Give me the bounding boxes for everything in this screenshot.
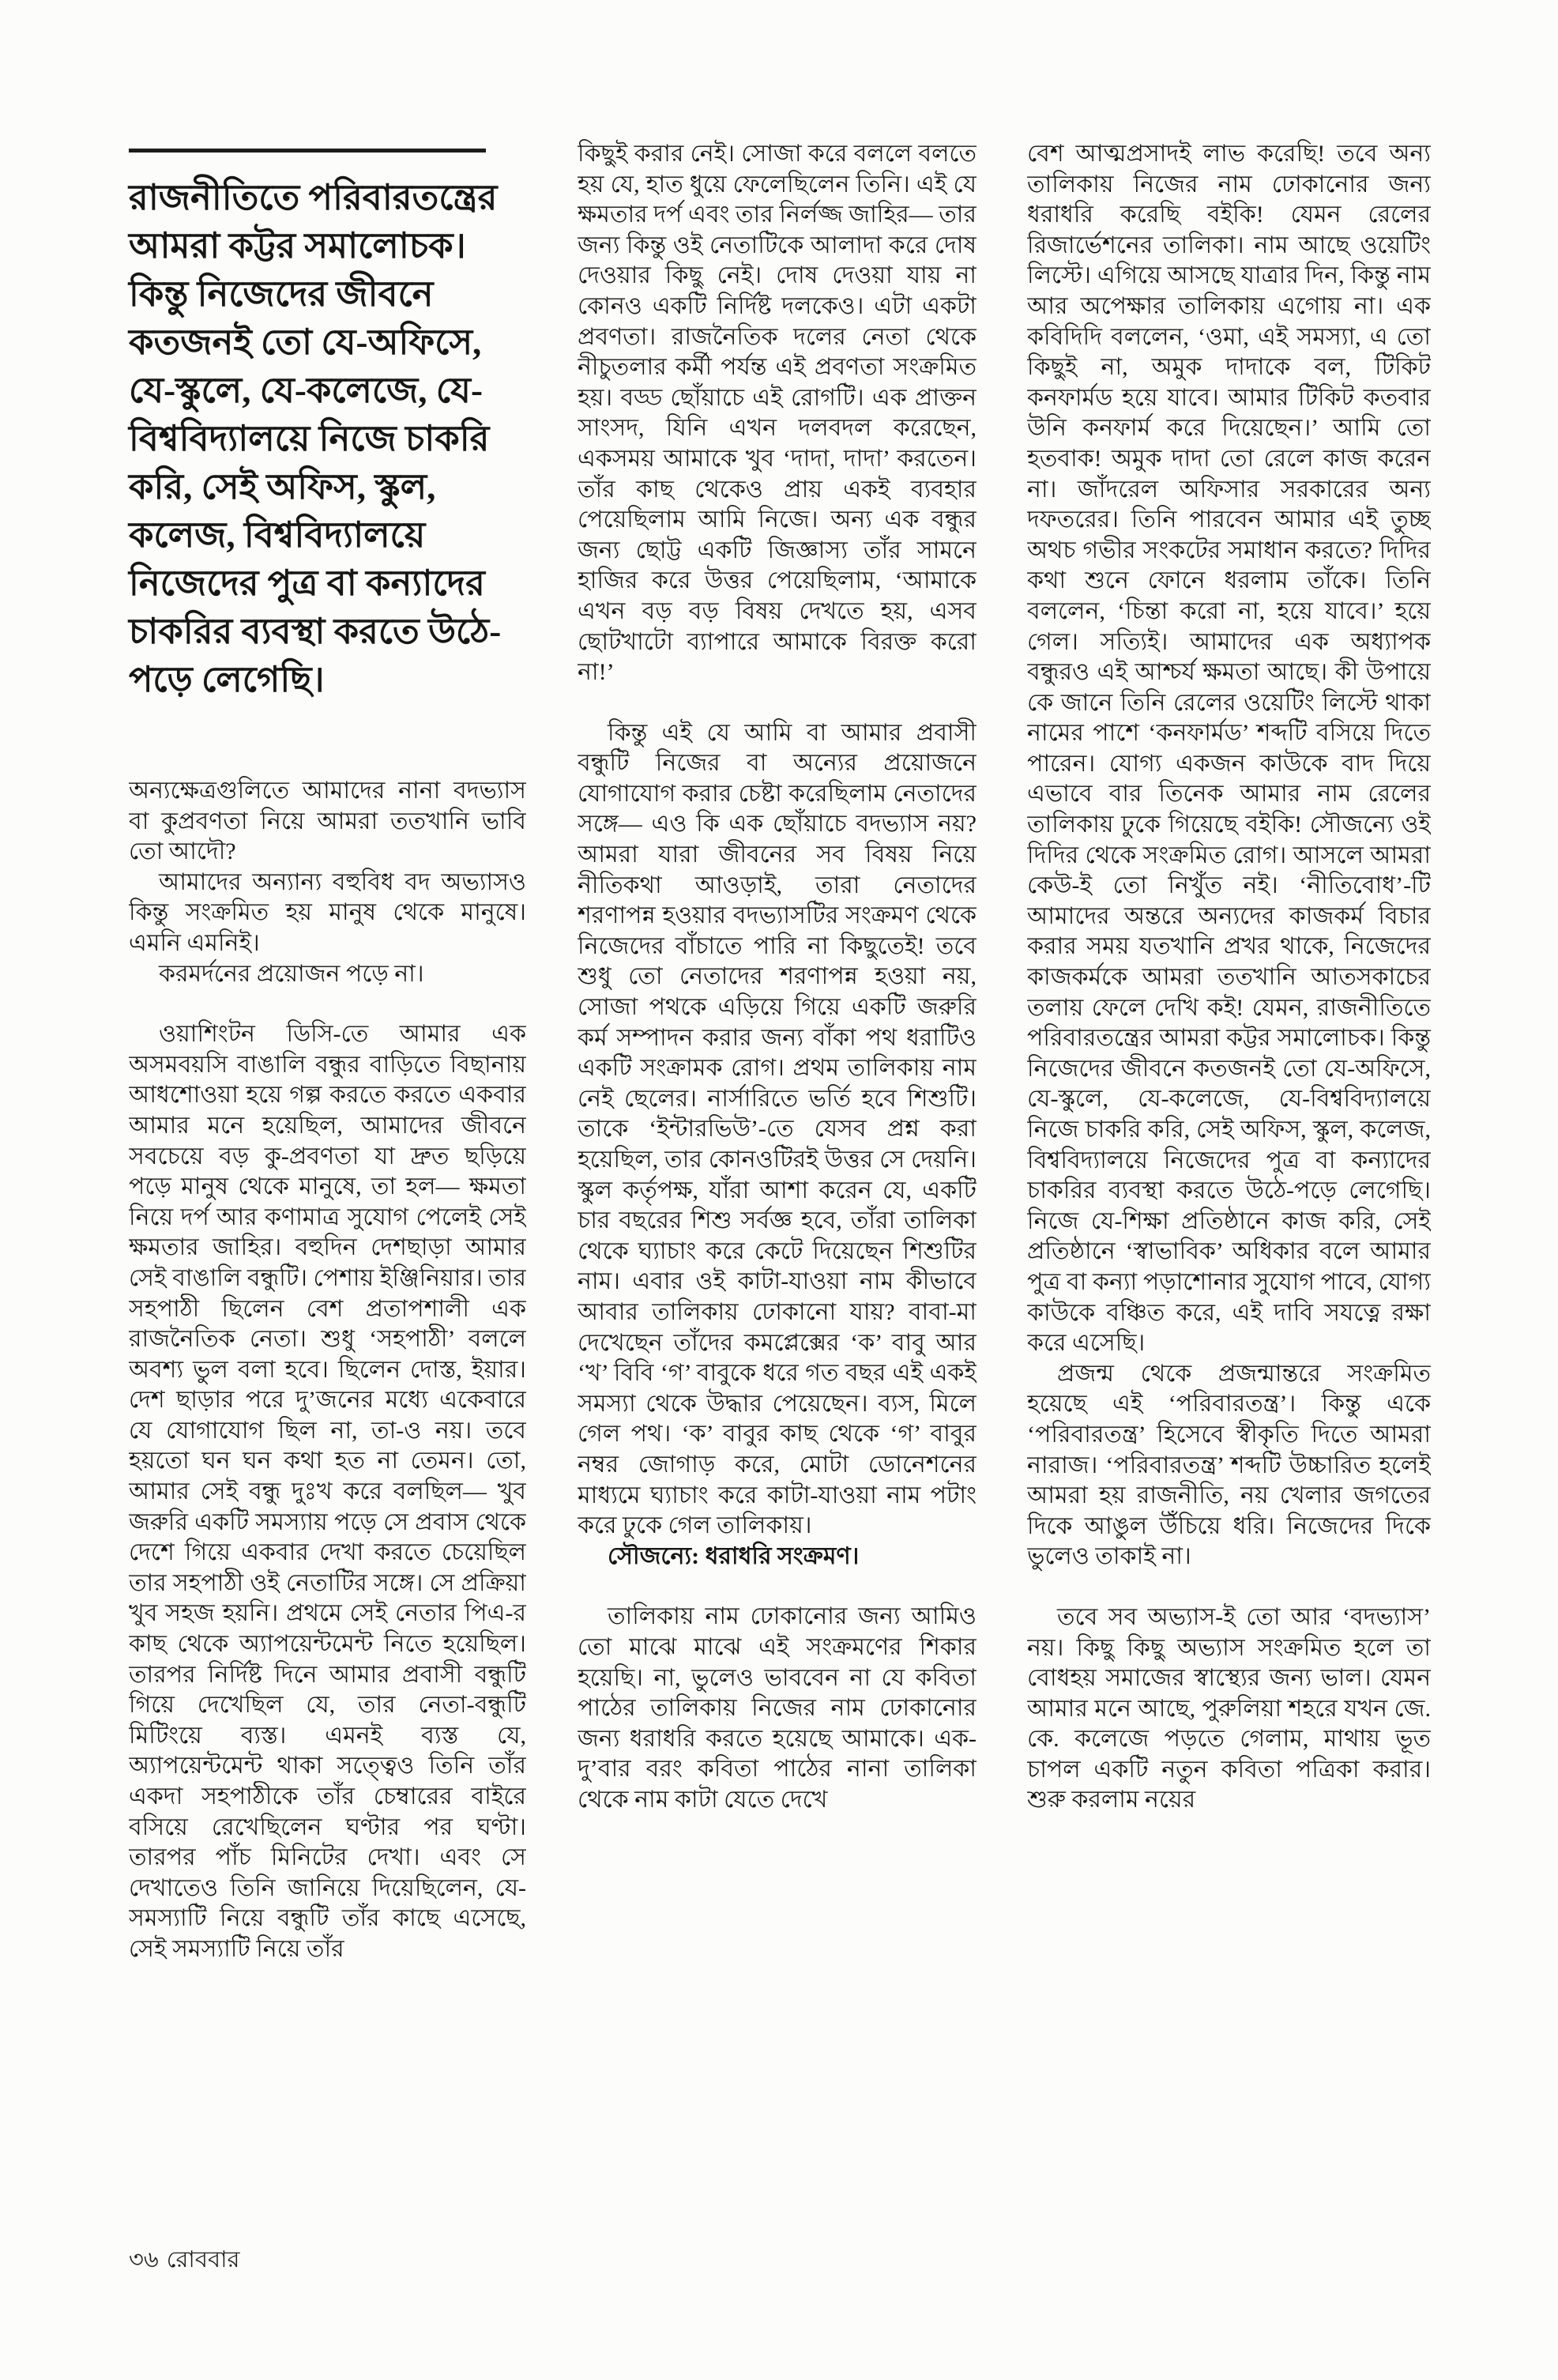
pull-quote-top-rule [129,149,486,153]
article-paragraph: করমর্দনের প্রয়োজন পড়ে না। [159,960,424,987]
article-paragraph: বেশ আত্মপ্রসাদই লাভ করেছি! তবে অন্য তালিকায় নিজের নাম ঢোকানোর জন্য ধরাধরি করেছি বইকি! যেমন রেলের রিজার্ভেশনের তালিকা। নাম আছে ওয়েটিং লিস্টে। এগিয়ে আসছে যাত্রার দিন, কিন্তু নাম আর অপেক্ষার তালিকায় এগোয় না। এক কবিদিদি বললেন, ‘ওমা, এই সমস্যা, এ তো কিছুই না, অমুক দাদাকে বল, টিকিট কনফার্মড হয়ে যাবে। আমার টিকিট কতবার উনি কনফার্ম করে দিয়েছেন।’ আমি তো হতবাক! অমুক দাদা তো রেলে কাজ করেন না। জাঁদরেল অফিসার সরকারের অন্য দফতরের। তিনি পারবেন আমার এই তুচ্ছ অথচ গভীর সংকটের সমাধান করতে? দিদির কথা শুনে ফোনে ধরলাম তাঁকে। তিনি বললেন, ‘চিন্তা করো না, হয়ে যাবে।’ হয়ে গেল। সত্যিই। আমাদের এক অধ্যাপক বন্ধুরও এই আশ্চর্য ক্ষমতা আছে। কী উপায়ে কে জানে তিনি রেলের ওয়েটিং লিস্টে থাকা নামের পাশে ‘কনফার্মড’ শব্দটি বসিয়ে দিতে পারেন। যোগ্য একজন কাউকে বাদ দিয়ে এভাবে বার তিনেক আমার নাম রেলের তালিকায় ঢুকে গিয়েছে বইকি! সৌজন্যে ওই দিদির থেকে সংক্রমিত রোগ। আসলে আমরা কেউ-ই তো নিখুঁত নই। ‘নীতিবোধ’-টি আমাদের অন্তরে অন্যদের কাজকর্ম বিচার করার সময় যতখানি প্রখর থাকে, নিজেদের কাজকর্মকে আমরা ততখানি আতসকাচের তলায় ফেলে দেখি কই! যেমন, রাজনীতিতে পরিবারতন্ত্রের আমরা কট্টর সমালোচক। কিন্তু নিজেদের জীবনে কতজনই তো যে-অফিসে, যে-স্কুলে, যে-কলেজে, যে-বিশ্ববিদ্যালয়ে নিজে চাকরি করি, সেই অফিস, স্কুল, কলেজ, বিশ্ববিদ্যালয়ে নিজেদের পুত্র বা কন্যাদের চাকরির ব্যবস্থা করতে উঠে-পড়ে লেগেছি। নিজে যে-শিক্ষা প্রতিষ্ঠানে কাজ করি, সেই প্রতিষ্ঠানে ‘স্বাভাবিক’ অধিকার বলে আমার পুত্র বা কন্যা পড়াশোনার সুযোগ পাবে, যোগ্য কাউকে বঞ্চিত করে, এই দাবি সযত্নে রক্ষা করে এসেছি। [1027,141,1431,1357]
article-paragraph: কিছুই করার নেই। সোজা করে বললে বলতে হয় যে, হাত ধুয়ে ফেলেছিলেন তিনি। এই যে ক্ষমতার দর্প এবং তার নির্লজ্জ জাহির— তার জন্য কিন্তু ওই নেতাটিকে আলাদা করে দোষ দেওয়ার কিছু নেই। দোষ দেওয়া যায় না কোনও একটি নির্দিষ্ট দলকেও। এটা একটা প্রবণতা। রাজনৈতিক দলের নেতা থেকে নীচুতলার কর্মী পর্যন্ত এই প্রবণতা সংক্রমিত হয়। বড্ড ছোঁয়াচে এই রোগটি। এক প্রাক্তন সাংসদ, যিনি এখন দলবদল করেছেন, একসময় আমাকে খুব ‘দাদা, দাদা’ করতেন। তাঁর কাছ থেকেও প্রায় একই ব্যবহার পেয়েছিলাম আমি নিজে। অন্য এক বন্ধুর জন্য ছোট্ট একটি জিজ্ঞাস্য তাঁর সামনে হাজির করে উত্তর পেয়েছিলাম, ‘আমাকে এখন বড় বড় বিষয় দেখতে হয়, এসব ছোটখাটো ব্যাপারে আমাকে বিরক্ত করো না!’ [578,141,977,686]
article-paragraph: প্রজন্ম থেকে প্রজন্মান্তরে সংক্রমিত হয়েছে এই ‘পরিবারতন্ত্র’। কিন্তু একে ‘পরিবারতন্ত্র’ হিসেবে স্বীকৃতি দিতে আমরা নারাজ। ‘পরিবারতন্ত্র’ শব্দটি উচ্চারিত হলেই আমরা হয় রাজনীতি, নয় খেলার জগতের দিকে আঙুল উঁচিয়ে ধরি। নিজেদের দিকে ভুলেও তাকাই না। [1027,1360,1431,1570]
article-column-right [1027,139,1431,2225]
article-paragraph: কিন্তু এই যে আমি বা আমার প্রবাসী বন্ধুটি নিজের বা অন্যের প্রয়োজনে যোগাযোগ করার চেষ্টা করেছিলাম নেতাদের সঙ্গে— এও কি এক ছোঁয়াচে বদভ্যাস নয়? আমরা যারা জীবনের সব বিষয় নিয়ে নীতিকথা আওড়াই, তারা নেতাদের শরণাপন্ন হওয়ার বদভ্যাসটির সংক্রমণ থেকে নিজেদের বাঁচাতে পারি না কিছুতেই! তবে শুধু তো নেতাদের শরণাপন্ন হওয়া নয়, সোজা পথকে এড়িয়ে গিয়ে একটি জরুরি কর্ম সম্পাদন করার জন্য বাঁকা পথ ধরাটিও একটি সংক্রামক রোগ। প্রথম তালিকায় নাম নেই ছেলের। নার্সারিতে ভর্তি হবে শিশুটি। তাকে ‘ইন্টারভিউ’-তে যেসব প্রশ্ন করা হয়েছিল, তার কোনওটিরই উত্তর সে দেয়নি। স্কুল কর্তৃপক্ষ, যাঁরা আশা করেন যে, একটি চার বছরের শিশু সর্বজ্ঞ হবে, তাঁরা তালিকা থেকে ঘ্যাচাং করে কেটে দিয়েছেন শিশুটির নাম। এবার ওই কাটা-যাওয়া নাম কীভাবে আবার তালিকায় ঢোকানো যায়? বাবা-মা দেখেছেন তাঁদের কমপ্লেক্সের ‘ক’ বাবু আর ‘খ’ বিবি ‘গ’ বাবুকে ধরে গত বছর এই একই সমস্যা থেকে উদ্ধার পেয়েছেন। ব্যস, মিলে গেল পথ। ‘ক’ বাবুর কাছ থেকে ‘গ’ বাবুর নম্বর জোগাড় করে, মোটা ডোনেশনের মাধ্যমে ঘ্যাচাং করে কাটা-যাওয়া নাম পটাং করে ঢুকে গেল তালিকায়। [578,719,977,1539]
article-paragraph: আমাদের অন্যান্য বহুবিধ বদ অভ্যাসও কিন্তু সংক্রমিত হয় মানুষ থেকে মানুষে। এমনি এমনিই। [129,868,526,956]
article-paragraph: তালিকায় নাম ঢোকানোর জন্য আমিও তো মাঝে মাঝে এই সংক্রমণের শিকার হয়েছি। না, ভুলেও ভাববেন না যে কবিতা পাঠের তালিকায় নিজের নাম ঢোকানোর জন্য ধরাধরি করতে হয়েছে আমাকে। এক-দু’বার বরং কবিতা পাঠের নানা তালিকা থেকে নাম কাটা যেতে দেখে [578,1603,977,1813]
article-column-left [129,776,526,2151]
magazine-name: রোববার [166,2247,240,2273]
page-number: ৩৬ [129,2247,159,2273]
pull-quote: রাজনীতিতে পরিবারতন্ত্রের আমরা কট্টর সমালোচক। কিন্তু নিজেদের জীবনে কতজনই তো যে-অফিসে, যে-স্কুলে, যে-কলেজে, যে-বিশ্ববিদ্যালয়ে নিজে চাকরি করি, সেই অফিস, স্কুল, কলেজ, বিশ্ববিদ্যালয়ে নিজেদের পুত্র বা কন্যাদের চাকরির ব্যবস্থা করতে উঠে-পড়ে লেগেছি। [129,178,502,699]
article-paragraph: সৌজন্যে: ধরাধরি সংক্রমণ। [608,1542,860,1569]
page-footer [129,2246,248,2274]
article-paragraph: তবে সব অভ্যাস-ই তো আর ‘বদভ্যাস’ নয়। কিছু কিছু অভ্যাস সংক্রমিত হলে তা বোধহয় সমাজের স্বাস্থ্যের জন্য ভাল। যেমন আমার মনে আছে, পুরুলিয়া শহরে যখন জে. কে. কলেজে পড়তে গেলাম, মাথায় ভূত চাপল একটি নতুন কবিতা পত্রিকা করার। শুরু করলাম নয়ের [1027,1603,1431,1813]
article-column-middle [578,139,977,2225]
article-paragraph: ওয়াশিংটন ডিসি-তে আমার এক অসমবয়সি বাঙালি বন্ধুর বাড়িতে বিছানায় আধশোওয়া হয়ে গল্প করতে করতে একবার আমার মনে হয়েছিল, আমাদের জীবনে সবচেয়ে বড় কু-প্রবণতা যা দ্রুত ছড়িয়ে পড়ে মানুষ থেকে মানুষে, তা হল— ক্ষমতা নিয়ে দর্প আর কণামাত্র সুযোগ পেলেই সেই ক্ষমতার জাহির। বহুদিন দেশছাড়া আমার সেই বাঙালি বন্ধুটি। পেশায় ইঞ্জিনিয়ার। তার সহপাঠী ছিলেন বেশ প্রতাপশালী এক রাজনৈতিক নেতা। শুধু ‘সহপাঠী’ বললে অবশ্য ভুল বলা হবে। ছিলেন দোস্ত, ইয়ার। দেশ ছাড়ার পরে দু’জনের মধ্যে একেবারে যে যোগাযোগ ছিল না, তা-ও নয়। তবে হয়তো ঘন ঘন কথা হত না তেমন। তো, আমার সেই বন্ধু দুঃখ করে বলছিল— খুব জরুরি একটি সমস্যায় পড়ে সে প্রবাস থেকে দেশে গিয়ে একবার দেখা করতে চেয়েছিল তার সহপাঠী ওই নেতাটির সঙ্গে। সে প্রক্রিয়া খুব সহজ হয়নি। প্রথমে সেই নেতার পিএ-র কাছ থেকে অ্যাপয়েন্টমেন্ট নিতে হয়েছিল। তারপর নির্দিষ্ট দিনে আমার প্রবাসী বন্ধুটি গিয়ে দেখেছিল যে, তার নেতা-বন্ধুটি মিটিংয়ে ব্যস্ত। এমনই ব্যস্ত যে, অ্যাপয়েন্টমেন্ট থাকা সত্ত্বেও তিনি তাঁর একদা সহপাঠীকে তাঁর চেম্বারের বাইরে বসিয়ে রেখেছিলেন ঘণ্টার পর ঘণ্টা। তারপর পাঁচ মিনিটের দেখা। এবং সে দেখাতেও তিনি জানিয়ে দিয়েছিলেন, যে-সমস্যাটি নিয়ে বন্ধুটি তাঁর কাছে এসেছে, সেই সমস্যাটি নিয়ে তাঁর [129,1021,526,1962]
article-paragraph: অন্যক্ষেত্রগুলিতে আমাদের নানা বদভ্যাস বা কুপ্রবণতা নিয়ে আমরা ততখানি ভাবি তো আদৌ? [129,778,526,865]
